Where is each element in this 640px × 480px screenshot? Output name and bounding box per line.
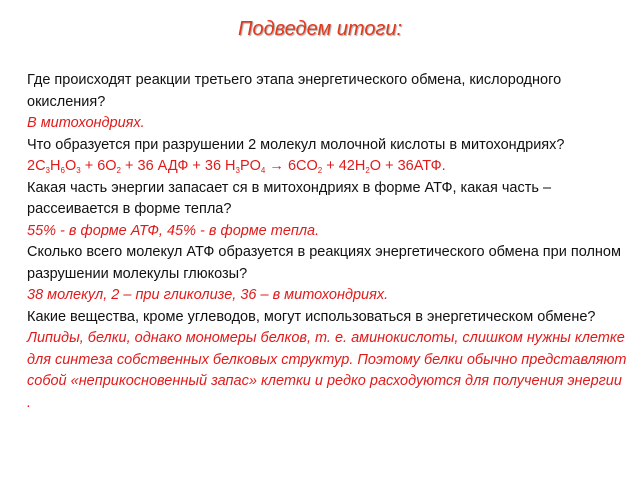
question-5: Какие вещества, кроме углеводов, могут использоваться в энергетическом обмене?: [27, 308, 596, 325]
answer-3: 55% - в форме АТФ, 45% - в форме тепла.: [27, 222, 320, 239]
formula-subscript: 2: [365, 166, 370, 175]
formula-subscript: 3: [45, 166, 50, 175]
formula-part: 2C: [27, 158, 46, 174]
reaction-formula: [27, 156, 627, 178]
formula-part: 6CO: [287, 158, 318, 174]
formula-part: PO: [239, 158, 261, 174]
formula-subscript: 4: [260, 166, 266, 175]
formula-subscript: 2: [116, 166, 121, 175]
formula-part: O + 36АТФ.: [369, 158, 446, 174]
question-3: Какая часть энергии запасает ся в митохондриях в форме АТФ, какая часть – рассеивается в форме тепла?: [27, 179, 552, 217]
answer-4: 38 молекул, 2 – при гликолизе, 36 – в митохондриях.: [27, 287, 389, 303]
formula-part: + 42H: [322, 158, 366, 174]
question-4: Сколько всего молекул АТФ образуется в реакциях энергетического обмена при полном разрушении молекулы глюкозы?: [27, 244, 621, 282]
formula-subscript: 3: [235, 166, 240, 175]
formula-subscript: 3: [76, 166, 81, 175]
formula-subscript: 6: [60, 166, 65, 175]
summary-content: [27, 70, 627, 414]
formula-part: + 36 АДФ + 36 H: [121, 158, 236, 174]
reaction-arrow: →: [265, 158, 288, 174]
answer-1: В митохондриях.: [27, 115, 145, 131]
formula-subscript: 2: [317, 166, 323, 175]
answer-5: Липиды, белки, однако мономеры белков, т. е. аминокислоты, слишком нужны клетке для синтеза собственных белковых структур. Поэтому белки обычно представляют собой «неприкосновенный запас» клетки и редко расходуются для получения энергии .: [27, 330, 627, 411]
formula-part: H: [50, 158, 61, 174]
slide-title: Подведем итоги:: [237, 18, 402, 40]
formula-part: O: [64, 158, 77, 174]
question-1: Где происходят реакции третьего этапа энергетического обмена, кислородного окисления?: [27, 72, 562, 110]
question-2: Что образуется при разрушении 2 молекул молочной кислоты в митохондриях?: [27, 136, 565, 153]
formula-part: + 6O: [80, 158, 117, 174]
